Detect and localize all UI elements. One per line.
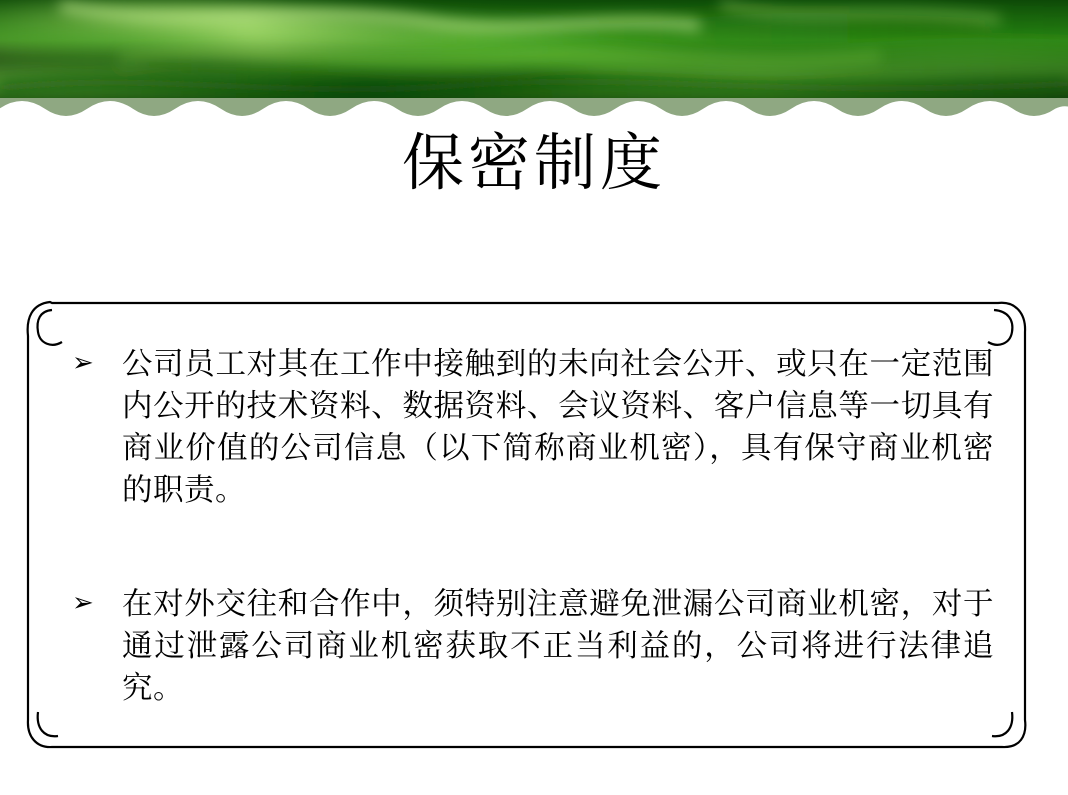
content-frame [22, 292, 1032, 755]
arrow-bullet-icon: ➢ [72, 588, 95, 619]
arrow-bullet-icon: ➢ [72, 348, 95, 378]
list-item-text: 在对外交往和合作中，须特别注意避免泄漏公司商业机密，对于通过泄露公司商业机密获取不正当利益的，公司将进行法律追究。 [122, 587, 994, 707]
list-item-text: 公司员工对其在工作中接触到的未向社会公开、或只在一定范围内公开的技术资料、数据资料、会议资料、客户信息等一切具有商业价值的公司信息（以下简称商业机密），具有保守商业机密的职责。 [122, 347, 994, 509]
band-graphic [0, 0, 1068, 128]
header-decoration-band [0, 0, 1068, 128]
bullet-list [64, 344, 994, 711]
list-item [64, 584, 994, 710]
slide-title: 保密制度 [401, 126, 666, 199]
list-item [64, 344, 994, 512]
